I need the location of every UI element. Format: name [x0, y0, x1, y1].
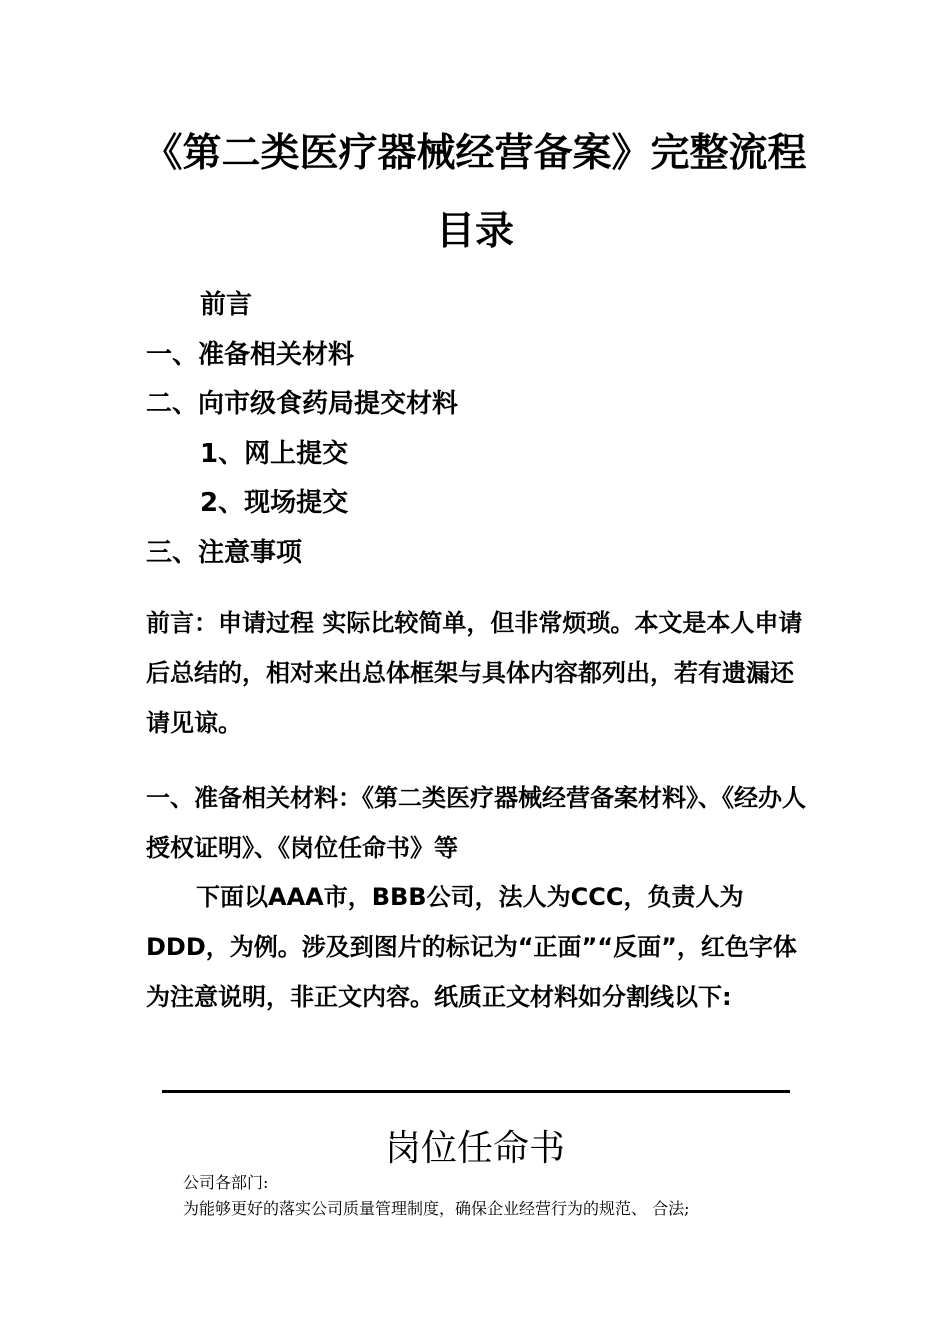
- divider-line: [162, 1090, 790, 1093]
- appointment-title: 岗位任命书: [384, 1128, 565, 1169]
- document-title: 《第二类医疗器械经营备案》完整流程: [143, 131, 807, 176]
- appointment-body: 为能够更好的落实公司质量管理制度，确保企业经营行为的规范、 合法;: [183, 1199, 690, 1218]
- section1-paragraph: 一、准备相关材料：《第二类医疗器械经营备案材料》、《经办人授权证明》、《岗位任命书》等: [146, 784, 806, 862]
- toc-item-preface: 前言: [200, 290, 253, 320]
- example-paragraph: 下面以AAA市，BBB公司，法人为CCC，负责人为DDD，为例。涉及到图片的标记为“正面”“反面”，红色字体为注意说明，非正文内容。纸质正文材料如分割线以下:: [146, 883, 797, 1011]
- toc-item-section-2: 二、向市级食药局提交材料: [146, 389, 459, 419]
- toc-item-section-1: 一、准备相关材料: [146, 340, 355, 370]
- appointment-greeting: 公司各部门:: [183, 1173, 269, 1192]
- toc-item-section-3: 三、注意事项: [146, 538, 303, 568]
- preface-paragraph: 前言：申请过程 实际比较简单，但非常烦琐。本文是本人申请后总结的，相对来出总体框架与具体内容都列出，若有遗漏还请见谅。: [146, 609, 803, 737]
- toc-heading: 目录: [435, 209, 514, 254]
- toc-item-onsite-submit: 2、现场提交: [200, 488, 349, 518]
- toc-item-online-submit: 1、网上提交: [200, 439, 349, 469]
